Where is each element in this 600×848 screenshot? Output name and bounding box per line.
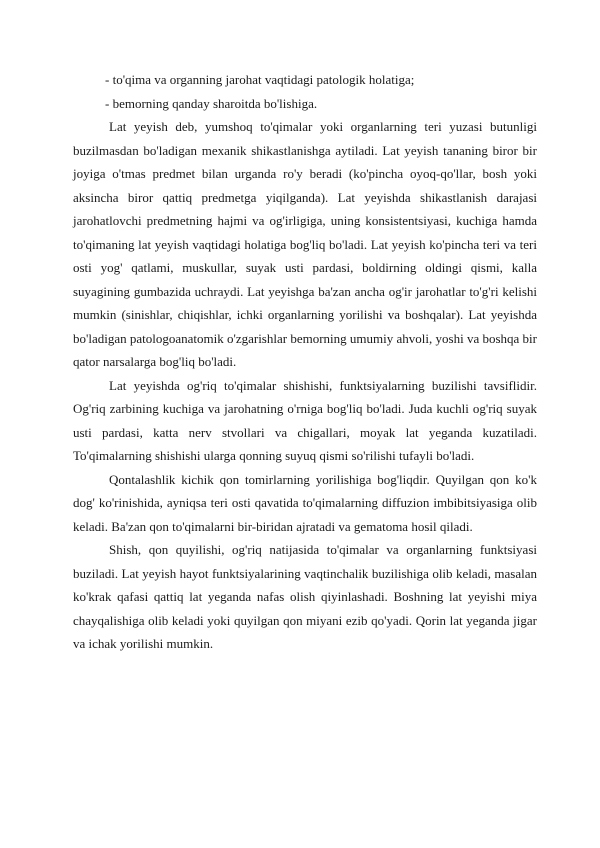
document-page — [73, 68, 537, 656]
paragraph-pain-symptoms: Lat yeyishda og'riq to'qimalar shishishi, funktsiyalarning buzilishi tavsiflidir. Og'riq zarbining kuchiga va jarohatning o'rniga bog'liq bo'ladi. Juda kuchli og'riq suyak usti pardasi, katta nerv stvollari va chigallari, moyak lat yeganda kuzatiladi. To'qimalarning shishishi ularga qonning suyuq qismi so'rilishi tufayli bo'ladi. — [73, 377, 537, 463]
paragraph-hemorrhage: Qontalashlik kichik qon tomirlarning yorilishiga bog'liqdir. Quyilgan qon ko'k dog' ko'rinishida, ayniqsa teri osti qavatida to'qimalarning diffuzion imbibitsiyasiga olib keladi. Ba'zan qon to'qimalarni bir-biridan ajratadi va gematoma hosil qiladi. — [73, 471, 537, 534]
paragraph-contusion-definition: Lat yeyish deb, yumshoq to'qimalar yoki organlarning teri yuzasi butunligi buzilmasdan bo'ladigan mexanik shikastlanishga aytiladi. Lat yeyish tananing biror bir joyiga o'tmas predmet bilan urganda ro'y beradi (ko'pincha oyoq-qo'llar, bosh yoki aksincha biror qattiq predmetga yiqilganda). Lat yeyishda shikastlanish darajasi jarohatlovchi predmetning hajmi va og'irligiga, uning konsistentsiyasi, kuchiga hamda to'qimaning lat yeyish vaqtidagi holatiga bog'liq bo'ladi. Lat yeyish ko'pincha teri va teri osti yog' qatlami, muskullar, suyak usti pardasi, boldirning oldingi qismi, kalla suyagining gumbazida uchraydi. Lat yeyishga ba'zan ancha og'ir jarohatlar to'g'ri kelishi mumkin (sinishlar, chiqishlar, ichki organlarning yorilishi va boshqalar). Lat yeyishda bo'ladigan patologoanatomik o'zgarishlar bemorning umumiy ahvoli, yoshi va boshqa bir qator narsalarga bog'liq bo'ladi. — [73, 119, 537, 369]
paragraph-function-impairment: Shish, qon quyilishi, og'riq natijasida to'qimalar va organlarning funktsiyasi buziladi. Lat yeyish hayot funktsiyalarining vaqtinchalik buzilishiga olib keladi, masalan ko'krak qafasi qattiq lat yeganda nafas olish qiyinlashadi. Boshning lat yeyishi miya chayqalishiga olib keladi yoki quyilgan qon miyani ezib qo'yadi. Qorin lat yeganda jigar va ichak yorilishi mumkin. — [73, 542, 537, 651]
list-item: - to'qima va organning jarohat vaqtidagi patologik holatiga; — [105, 72, 415, 87]
list-item: - bemorning qanday sharoitda bo'lishiga. — [105, 95, 318, 111]
